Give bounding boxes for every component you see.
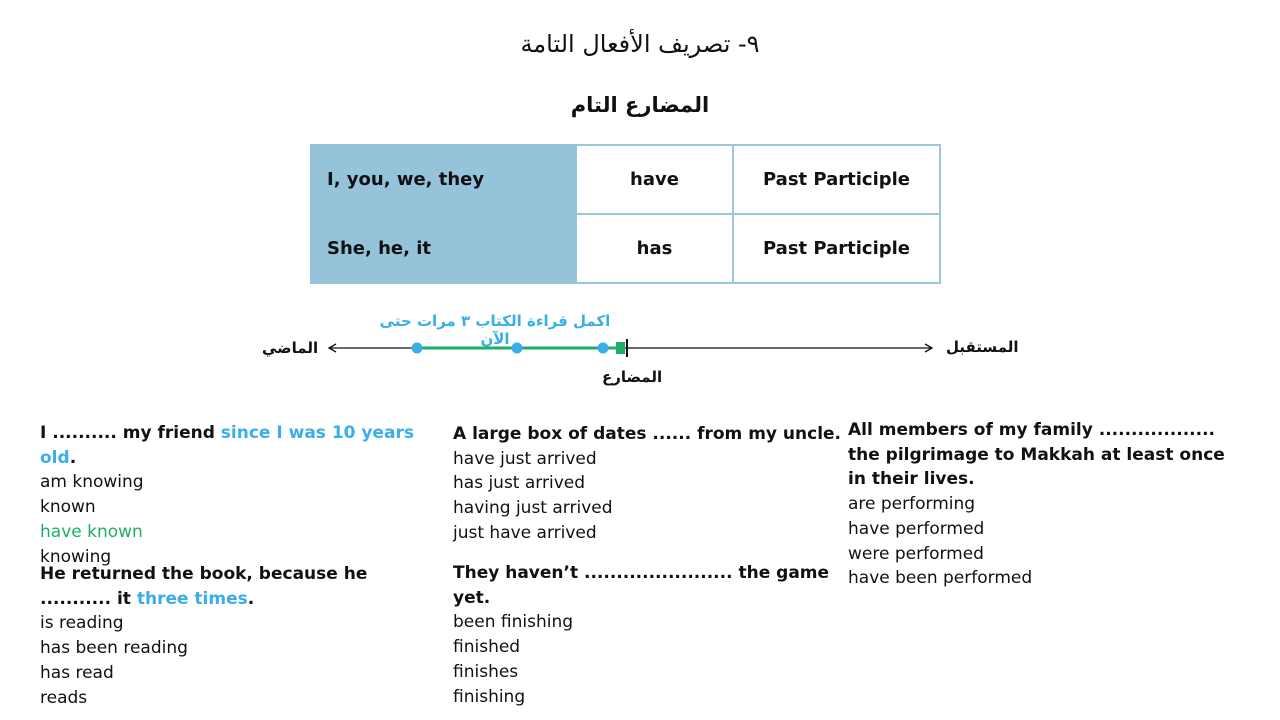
option[interactable]: have just arrived: [453, 448, 597, 469]
timeline-present-label: المضارع: [602, 368, 663, 386]
question-stem-end: .: [69, 447, 77, 468]
option[interactable]: having just arrived: [453, 498, 613, 519]
option[interactable]: just have arrived: [453, 522, 597, 543]
event-dot: [512, 343, 523, 354]
option-correct[interactable]: have known: [40, 521, 143, 542]
timeline-past-label: الماضي: [262, 339, 319, 357]
option[interactable]: am knowing: [40, 472, 144, 493]
table-row: [311, 214, 940, 283]
question-3: [453, 422, 843, 546]
now-marker: [616, 342, 625, 354]
option[interactable]: reads: [40, 687, 88, 708]
question-highlight: since I was 10 years old: [40, 423, 414, 468]
option[interactable]: is reading: [40, 613, 124, 634]
option[interactable]: have performed: [848, 518, 985, 539]
option[interactable]: has just arrived: [453, 473, 586, 494]
form-cell: Past Participle: [733, 145, 940, 214]
option[interactable]: finished: [453, 637, 521, 658]
question-stem: I .......... my friend: [40, 423, 221, 443]
question-stem: He returned the book, because he ........... it: [40, 564, 368, 609]
option[interactable]: finishing: [453, 686, 526, 707]
event-dot: [598, 343, 609, 354]
form-cell: Past Participle: [733, 214, 940, 283]
question-2: [40, 562, 430, 710]
aux-cell: have: [576, 145, 733, 214]
page-title: ٩- تصريف الأفعال التامة: [520, 30, 760, 58]
question-stem: They haven’t ....................... the game yet.: [453, 563, 830, 608]
table-row: [311, 145, 940, 214]
event-dot: [412, 343, 423, 354]
question-1: [40, 421, 430, 569]
subject-cell: She, he, it: [311, 214, 576, 283]
aux-cell: has: [576, 214, 733, 283]
option[interactable]: have been performed: [848, 568, 1033, 589]
timeline: [320, 335, 940, 361]
question-4: [453, 561, 843, 709]
option[interactable]: been finishing: [453, 612, 574, 633]
question-stem: All members of my family .................. the pilgrimage to Makkah at least once in their lives.: [848, 420, 1225, 490]
question-stem-end: .: [247, 588, 255, 609]
question-highlight: three times: [136, 588, 248, 609]
option[interactable]: has been reading: [40, 638, 188, 659]
option[interactable]: has read: [40, 662, 114, 683]
option[interactable]: finishes: [453, 661, 519, 682]
question-stem: A large box of dates ...... from my uncle.: [453, 424, 842, 444]
section-title: المضارع التام: [570, 93, 710, 117]
question-5: [848, 418, 1233, 591]
option[interactable]: knowing: [40, 546, 112, 567]
option[interactable]: known: [40, 497, 96, 518]
timeline-future-label: المستقبل: [946, 338, 1019, 356]
option[interactable]: are performing: [848, 494, 976, 515]
timeline-caption: اكمل قراءة الكتاب ٣ مرات حتى الآن: [379, 312, 611, 348]
option[interactable]: were performed: [848, 543, 984, 564]
subject-cell: I, you, we, they: [311, 145, 576, 214]
conjugation-table: [310, 144, 941, 284]
